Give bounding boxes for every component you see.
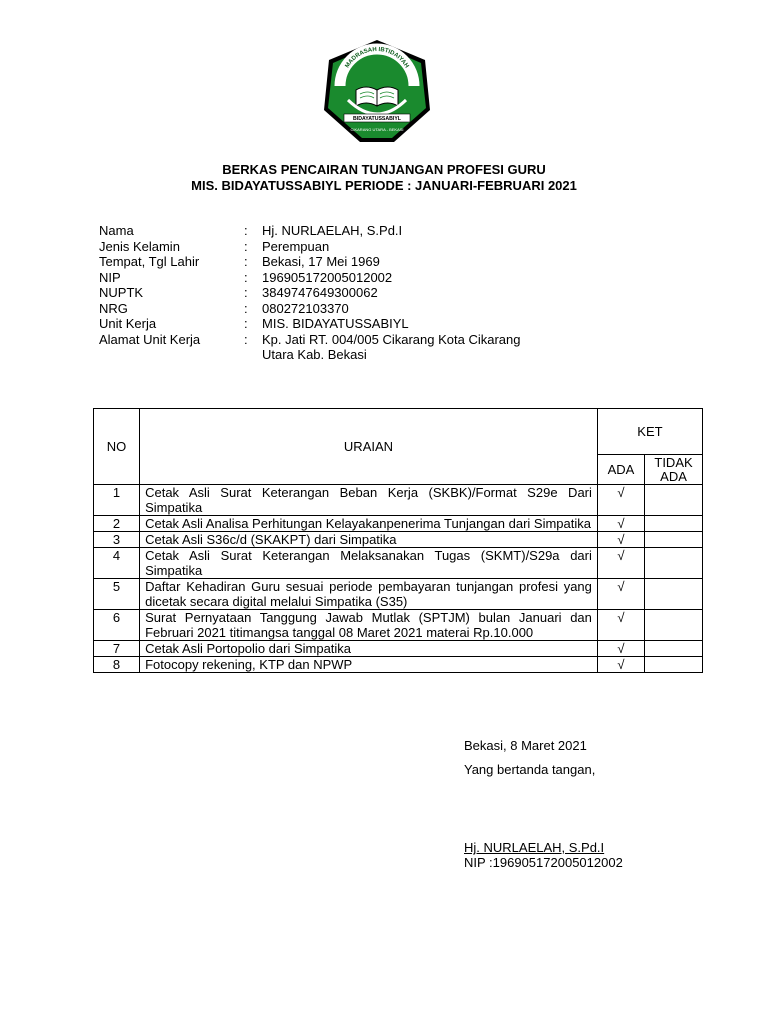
table-row [94, 641, 703, 657]
info-sep: : [244, 300, 248, 316]
info-row-nrg [99, 301, 522, 317]
info-value: Perempuan [262, 238, 330, 254]
info-sep: : [244, 269, 248, 285]
info-row-nuptk [99, 285, 522, 301]
row-no: 6 [94, 610, 140, 641]
logo-name-text: BIDAYATUSSABIYL [353, 116, 401, 122]
row-no: 7 [94, 641, 140, 657]
header-no: NO [94, 409, 140, 485]
row-ada-check: √ [597, 516, 644, 532]
row-uraian: Daftar Kehadiran Guru sesuai periode pembayaran tunjangan profesi yang dicetak secara digital melalui Simpatika (S35) [140, 579, 598, 610]
table-row [94, 657, 703, 673]
info-sep: : [244, 331, 248, 347]
info-sep: : [244, 238, 248, 254]
info-sep: : [244, 285, 248, 300]
row-uraian: Fotocopy rekening, KTP dan NPWP [140, 657, 598, 673]
document-title-line1: BERKAS PENCAIRAN TUNJANGAN PROFESI GURU [222, 162, 546, 177]
info-row-ttl [99, 254, 522, 270]
row-uraian: Cetak Asli Portopolio dari Simpatika [140, 641, 598, 657]
info-value: Kp. Jati RT. 004/005 Cikarang Kota Cikarang Utara Kab. Bekasi [262, 331, 521, 362]
signature-name: Hj. NURLAELAH, S.Pd.I [464, 840, 605, 855]
header-ket: KET [597, 409, 702, 455]
row-uraian: Cetak Asli Surat Keterangan Beban Kerja (SKBK)/Format S29e Dari Simpatika [140, 485, 598, 516]
info-label: Alamat Unit Kerja [99, 331, 201, 347]
info-row-nama [99, 223, 522, 239]
info-label: Jenis Kelamin [99, 238, 180, 254]
info-value: Hj. NURLAELAH, S.Pd.I [262, 223, 403, 238]
info-label: NUPTK [99, 285, 144, 300]
info-value: 196905172005012002 [262, 269, 393, 285]
signature-nip: NIP :196905172005012002 [464, 855, 623, 870]
info-label: NRG [99, 300, 128, 316]
row-uraian: Cetak Asli Analisa Perhitungan Kelayakanpenerima Tunjangan dari Simpatika [140, 516, 598, 532]
row-ada-check: √ [597, 610, 644, 641]
table-row [94, 532, 703, 548]
row-tidak-ada [645, 548, 703, 579]
teacher-info [99, 223, 522, 363]
info-row-jenis-kelamin [99, 239, 522, 255]
info-value: 3849747649300062 [262, 285, 378, 300]
info-label: Nama [99, 223, 134, 238]
table-row [94, 610, 703, 641]
info-label: Unit Kerja [99, 316, 157, 331]
row-tidak-ada [645, 516, 703, 532]
row-ada-check: √ [597, 485, 644, 516]
table-row [94, 485, 703, 516]
document-checklist-table [93, 408, 703, 673]
row-ada-check: √ [597, 657, 644, 673]
row-ada-check: √ [597, 532, 644, 548]
header-uraian: URAIAN [140, 409, 598, 485]
row-ada-check: √ [597, 579, 644, 610]
table-row [94, 579, 703, 610]
info-value: Bekasi, 17 Mei 1969 [262, 254, 380, 269]
row-no: 2 [94, 516, 140, 532]
info-sep: : [244, 316, 248, 331]
row-no: 1 [94, 485, 140, 516]
info-row-nip [99, 270, 522, 286]
row-uraian: Cetak Asli S36c/d (SKAKPT) dari Simpatika [140, 532, 598, 548]
row-no: 4 [94, 548, 140, 579]
row-no: 5 [94, 579, 140, 610]
row-tidak-ada [645, 579, 703, 610]
row-ada-check: √ [597, 641, 644, 657]
header-tidak-ada: TIDAK ADA [645, 455, 703, 485]
info-sep: : [244, 254, 248, 269]
logo-bottom-text: CIKARANG UTARA - BEKASI [350, 127, 404, 132]
row-no: 3 [94, 532, 140, 548]
row-tidak-ada [645, 657, 703, 673]
signature-caption: Yang bertanda tangan, [464, 762, 596, 777]
row-uraian: Surat Pernyataan Tanggung Jawab Mutlak (SPTJM) bulan Januari dan Februari 2021 titimangsa tanggal 08 Maret 2021 materai Rp.10.000 [140, 610, 598, 641]
school-logo [322, 38, 432, 146]
logo-top-text: MADRASAH IBTIDAIYAH [344, 46, 410, 70]
header-ada: ADA [597, 455, 644, 485]
info-label: NIP [99, 269, 121, 285]
row-tidak-ada [645, 485, 703, 516]
row-no: 8 [94, 657, 140, 673]
table-row [94, 548, 703, 579]
info-value: MIS. BIDAYATUSSABIYL [262, 316, 409, 331]
info-label: Tempat, Tgl Lahir [99, 254, 200, 269]
row-tidak-ada [645, 610, 703, 641]
row-tidak-ada [645, 641, 703, 657]
info-row-alamat [99, 332, 522, 363]
info-sep: : [244, 223, 248, 238]
info-row-unit-kerja [99, 316, 522, 332]
row-tidak-ada [645, 532, 703, 548]
row-ada-check: √ [597, 548, 644, 579]
table-row [94, 516, 703, 532]
signature-place-date: Bekasi, 8 Maret 2021 [464, 738, 587, 753]
document-title-line2: MIS. BIDAYATUSSABIYL PERIODE : JANUARI-FEBRUARI 2021 [191, 178, 577, 193]
info-value: 080272103370 [262, 300, 349, 316]
row-uraian: Cetak Asli Surat Keterangan Melaksanakan Tugas (SKMT)/S29a dari Simpatika [140, 548, 598, 579]
